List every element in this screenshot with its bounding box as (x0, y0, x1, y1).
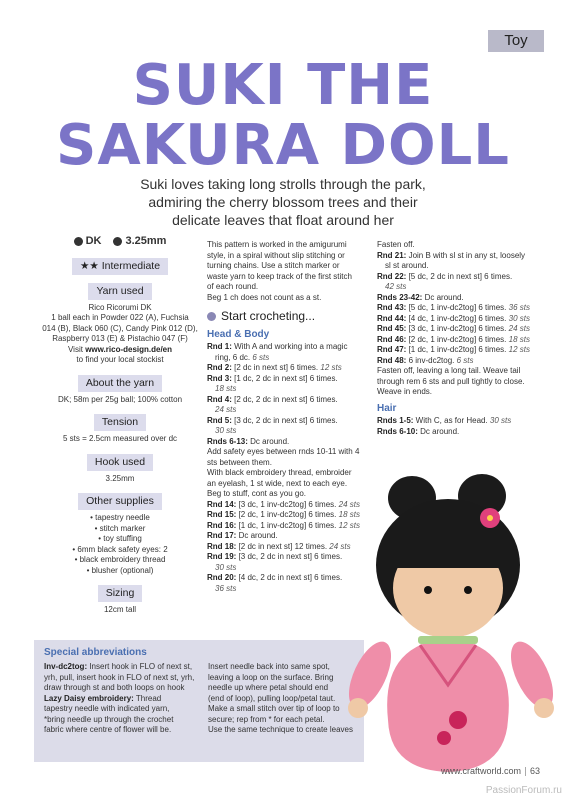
supply-item: • toy stuffing (98, 534, 142, 543)
abbreviation-line: secure; rep from * for each petal. (208, 714, 325, 724)
pattern-line: Rnd 14: [3 dc, 1 inv-dc2tog] 6 times. 24 sts (207, 499, 360, 509)
doll-photo (340, 470, 566, 780)
pattern-line: Rnds 6-13: Dc around. (207, 436, 290, 446)
pattern-line: 36 sts (215, 583, 237, 593)
pattern-line: 30 sts (215, 562, 237, 572)
intro-text: Suki loves taking long strolls through the park, admiring the cherry blossom trees and their delicate leaves that float around her (140, 176, 426, 228)
instruction-line: With black embroidery thread, embroider (207, 468, 352, 477)
hand-left (348, 698, 368, 718)
pattern-line: Rnd 18: [2 dc in next st] 12 times. 24 sts (207, 541, 351, 551)
instruction-line: Add safety eyes between rnds 10-11 with 4 (207, 447, 360, 456)
abbreviation-line: *bring needle up through the crochet (44, 714, 174, 724)
pattern-line: Rnd 20: [4 dc, 2 dc in next st] 6 times. (207, 573, 343, 582)
intro-line: This pattern is worked in the amigurumi (207, 240, 347, 249)
sizing-section (40, 580, 200, 616)
abbreviation-line: tapestry needle with indicated yarn, (44, 704, 170, 713)
bullet-icon (207, 312, 216, 321)
pattern-line: Rnd 44: [4 dc, 1 inv-dc2tog] 6 times. 30 sts (377, 313, 530, 323)
hook-used-text: 3.25mm (105, 473, 135, 483)
watermark: PassionForum.ru (485, 785, 562, 796)
section-tag: Toy (488, 30, 544, 52)
rico-link[interactable]: www.rico-design.de/en (85, 344, 173, 354)
abbreviation-line: Make a small stitch over tip of loop to (208, 704, 340, 713)
pattern-line: Weave in ends. (377, 387, 432, 396)
hair-heading: Hair (377, 402, 397, 414)
intro-line: style, in a spiral without slip stitching or (207, 250, 345, 260)
instruction-line: sts between them. (207, 457, 272, 467)
level-badge: ★★ Intermediate (72, 258, 168, 275)
pattern-line: Rnd 19: [3 dc, 2 dc in next st] 6 times. (207, 552, 343, 561)
about-yarn-text: DK; 58m per 25g ball; 100% cotton (57, 394, 183, 404)
yarn-line: Rico Ricorumi DK (88, 302, 152, 312)
head-body-heading: Head & Body (207, 328, 270, 340)
abbreviations-header: Special abbreviations (44, 647, 147, 658)
pattern-line: through rem 6 sts and pull tightly to close. (377, 376, 525, 386)
supply-item: • 6mm black safety eyes: 2 (72, 544, 168, 554)
start-crocheting: Start crocheting... (207, 311, 370, 322)
pattern-line: Rnd 15: [2 dc, 1 inv-dc2tog] 6 times. 18 sts (207, 510, 360, 519)
abbreviations-right (208, 662, 360, 736)
spec-row (40, 236, 200, 247)
pattern-line: sl st around. (385, 261, 429, 270)
pattern-line: Rnds 1-5: With C, as for Head. 30 sts (377, 416, 512, 425)
other-supplies-section (40, 488, 200, 576)
pattern-line: ring, 6 dc. 6 sts (215, 352, 270, 362)
yarn-line: 014 (B), Black 060 (C), Candy Pink 012 (D), (42, 323, 198, 333)
abbreviation-line: yrh, pull, insert hook in FLO of next st, yrh, (44, 672, 195, 682)
pattern-line: Rnd 43: [5 dc, 1 inv-dc2tog] 6 times. 36 sts (377, 303, 530, 312)
yarn-line: Raspberry 013 (E) & Pistachio 047 (F) (52, 334, 188, 343)
fringe (393, 534, 503, 568)
pattern-line: Rnd 21: Join B with sl st in any st, loosely (377, 250, 526, 260)
page-footer (441, 766, 540, 776)
pattern-line: Rnd 48: 6 inv-dc2tog. 6 sts (377, 355, 474, 365)
pattern-line: Rnd 22: [5 dc, 2 dc in next st] 6 times. (377, 271, 513, 281)
visit-line: Visit www.rico-design.de/en (67, 344, 173, 354)
intro-line: of each round. (207, 282, 259, 291)
embroidered-flower (449, 711, 467, 729)
yarn-used-section (40, 278, 200, 366)
yarn-ball-icon (74, 237, 83, 246)
arm-right (502, 636, 561, 715)
abbreviation-line: needle up where petal should end (208, 683, 329, 692)
abbreviation-line: Inv-dc2tog: Insert hook in FLO of next st, (44, 662, 193, 671)
page-title-line1: SUKI THE (132, 53, 434, 118)
page-number: 63 (529, 766, 540, 776)
pattern-line: Fasten off. (377, 240, 415, 249)
page-title-line2: SAKURA DOLL (56, 113, 510, 178)
special-abbreviations-box (34, 640, 364, 762)
tension-header: Tension (94, 414, 146, 431)
abbreviations-left (44, 662, 204, 736)
yarn-weight: DK (74, 236, 102, 247)
supply-item: • black embroidery thread (74, 555, 166, 564)
pattern-line: 24 sts (215, 405, 237, 414)
body (387, 638, 509, 772)
pattern-line: Rnd 46: [2 dc, 1 inv-dc2tog] 6 times. 18 sts (377, 334, 530, 344)
embroidered-flower (437, 731, 451, 745)
hook-icon (113, 237, 122, 246)
pattern-line: Rnd 5: [3 dc, 2 dc in next st] 6 times. (207, 415, 338, 425)
materials-column (40, 236, 200, 620)
supply-item: • tapestry needle (90, 513, 150, 522)
pattern-line: Rnds 23-42: Dc around. (377, 292, 464, 302)
collar (418, 636, 478, 644)
pattern-line: Rnd 17: Dc around. (207, 531, 278, 540)
intro-line: Beg 1 ch does not count as a st. (207, 292, 322, 302)
abbreviation-line: Insert needle back into same spot, (208, 662, 330, 671)
tension-text: 5 sts = 2.5cm measured over dc (62, 434, 178, 443)
pattern-line: Rnd 47: [1 dc, 1 inv-dc2tog] 6 times. 12 sts (377, 345, 530, 354)
pattern-line: 30 sts (215, 426, 237, 435)
abbreviation-line: (end of loop), pulling loop/petal taut. (208, 693, 336, 703)
abbreviation-line: fabric where centre of flower will be. (44, 725, 172, 734)
pattern-line: 42 sts (385, 282, 407, 291)
pattern-line: Fasten off, leaving a long tail. Weave tail (377, 366, 521, 375)
sizing-header: Sizing (98, 585, 143, 602)
pattern-line: Rnd 45: [3 dc, 1 inv-dc2tog] 6 times. 24 sts (377, 324, 530, 333)
pattern-line: Rnd 3: [1 dc, 2 dc in next st] 6 times. (207, 373, 338, 383)
visit-suffix: to find your local stockist (76, 355, 164, 364)
pattern-line: Rnd 16: [1 dc, 1 inv-dc2tog] 6 times. 12 sts (207, 520, 360, 530)
yarn-line: 1 ball each in Powder 022 (A), Fuchsia (51, 313, 189, 322)
hook-used-section (40, 449, 200, 485)
about-yarn-section (40, 370, 200, 406)
abbreviation-line: Use the same technique to create leaves (208, 725, 353, 734)
pattern-line: 18 sts (215, 384, 237, 393)
eye-left (424, 586, 432, 594)
pattern-line: Rnd 1: With A and working into a magic (207, 342, 348, 351)
abbreviation-line: Lazy Daisy embroidery: Thread (44, 693, 162, 703)
intro-line: turning chains. Use a stitch marker or (207, 261, 340, 270)
eye-right (464, 586, 472, 594)
sizing-text: 12cm tall (103, 605, 136, 614)
intro-line: waste yarn to keep track of the first stitch (207, 271, 352, 281)
supply-item: • blusher (optional) (86, 565, 154, 575)
hand-right (534, 698, 554, 718)
instruction-line: an eyelash, 1 st wide, next to each eye. (207, 478, 348, 488)
pattern-line: Rnds 6-10: Dc around. (377, 426, 460, 436)
instruction-line: Beg to stuff, cont as you go. (207, 489, 307, 498)
abbreviation-line: leaving a loop on the surface. Bring (208, 672, 334, 682)
about-yarn-header: About the yarn (78, 375, 162, 392)
flower-center (487, 515, 493, 521)
footer-site: www.craftworld.com (440, 766, 521, 776)
other-supplies-header: Other supplies (78, 493, 162, 510)
yarn-used-header: Yarn used (88, 283, 151, 300)
supply-item: • stitch marker (94, 523, 146, 533)
hook-size: 3.25mm (113, 236, 166, 247)
tension-section (40, 409, 200, 445)
hook-used-header: Hook used (87, 454, 153, 471)
abbreviation-line: draw through st and both loops on hook (44, 683, 185, 692)
pattern-line: Rnd 4: [2 dc, 2 dc in next st] 6 times. (207, 394, 338, 404)
pattern-line: Rnd 2: [2 dc in next st] 6 times. 12 sts (207, 363, 342, 372)
pattern-column-2 (377, 240, 537, 437)
